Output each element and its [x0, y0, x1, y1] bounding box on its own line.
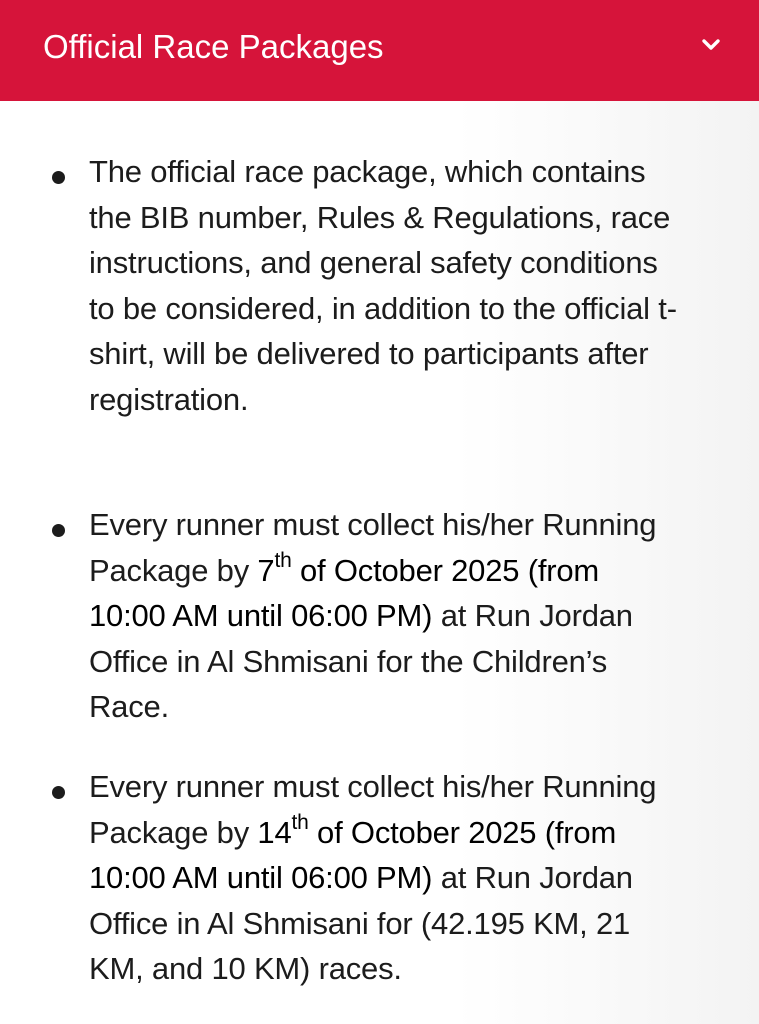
- pickup-month-year: of October 2025: [308, 814, 537, 850]
- list-item-text: [89, 764, 679, 992]
- bullet-icon: [52, 524, 65, 537]
- bullet-icon: [52, 786, 65, 799]
- item-text-end: at Run Jordan Office in Al Shmisani for the Children’s Race.: [89, 598, 633, 724]
- accordion-title: Official Race Packages: [43, 28, 384, 65]
- pickup-day: 14: [257, 814, 292, 850]
- item-text-end: at Run Jordan Office in Al Shmisani for (42.195 KM, 21 KM, and 10 KM) races.: [89, 860, 633, 986]
- accordion-header[interactable]: [0, 0, 759, 101]
- pickup-month-year: of October 2025: [291, 552, 520, 588]
- accordion-content: [0, 101, 759, 1024]
- day-suffix: th: [274, 549, 292, 573]
- day-suffix: th: [291, 811, 309, 835]
- pickup-day: 7: [257, 552, 275, 588]
- item-text-start: Every runner must collect his/her Running Package by: [89, 507, 657, 588]
- pickup-time-window: (from 10:00 AM until 06:00 PM): [89, 814, 617, 895]
- list-item-text: [89, 502, 679, 730]
- pickup-time-window: (from 10:00 AM until 06:00 PM): [89, 552, 600, 633]
- chevron-down-icon[interactable]: [696, 30, 726, 60]
- item-text-start: Every runner must collect his/her Running Package by: [89, 769, 657, 850]
- bullet-icon: [52, 171, 65, 184]
- list-item-text: The official race package, which contains the BIB number, Rules & Regulations, race instructions, and general safety conditions to be considered, in addition to the official t-shirt, will be delivered to participants after registration.: [89, 154, 677, 417]
